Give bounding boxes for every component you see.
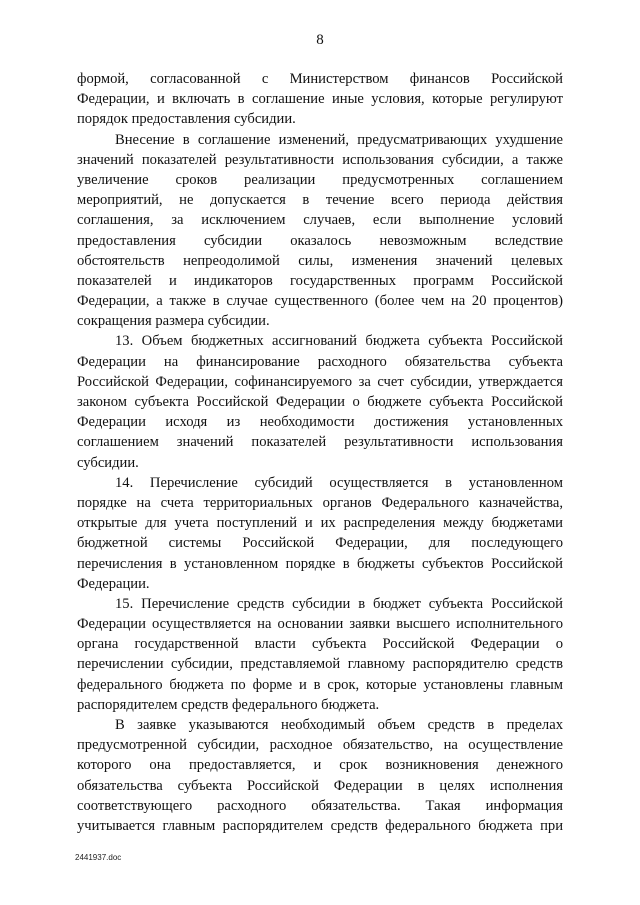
text-line: порядок предоставления субсидии. [77, 111, 296, 128]
text-line: показателей и индикаторов государственных программ Российской [77, 272, 563, 289]
paragraph [77, 715, 563, 836]
text-line: 15. Перечисление средств субсидии в бюджет субъекта Российской [115, 595, 563, 612]
text-line: предусмотренной субсидии, расходное обязательство, на осуществление [77, 737, 563, 754]
text-line: порядке на счета территориальных органов Федерального казначейства, [77, 494, 563, 511]
text-line: соглашением значений показателей результативности использования [77, 434, 563, 451]
text-line: увеличение сроков реализации предусмотренных соглашением [77, 171, 563, 188]
text-line: значений показателей результативности использования субсидии, а также [77, 151, 563, 168]
text-line: обязательства субъекта Российской Федерации в целях исполнения [77, 777, 563, 794]
text-line: соответствующего расходного обязательства. Такая информация [77, 797, 563, 814]
text-line: субсидии. [77, 454, 139, 471]
text-line: мероприятий, не допускается в течение всего периода действия [77, 192, 563, 209]
text-line: 14. Перечисление субсидий осуществляется в установленном [115, 474, 563, 491]
text-line: Федерации на финансирование расходного обязательства субъекта [77, 353, 563, 370]
text-line: обстоятельств непреодолимой силы, изменения значений целевых [77, 252, 563, 269]
text-line: Федерации, и включать в соглашение иные условия, которые регулируют [77, 91, 563, 108]
paragraph-item-14 [77, 473, 563, 594]
paragraph [77, 130, 563, 332]
text-line: федерального бюджета по форме и в срок, которые установлены главным [77, 676, 563, 693]
document-id-footer: 2441937.doc [75, 853, 122, 862]
page-number: 8 [316, 32, 324, 48]
text-line: формой, согласованной с Министерством финансов Российской [77, 71, 563, 87]
text-line: бюджетной системы Российской Федерации, для последующего [77, 535, 563, 552]
text-line: 13. Объем бюджетных ассигнований бюджета субъекта Российской [115, 333, 563, 350]
text-line: открытые для учета поступлений и их распределения между бюджетами [77, 515, 563, 532]
text-line: Федерации, а также в случае существенного (более чем на 20 процентов) [77, 293, 563, 310]
text-line: законом субъекта Российской Федерации о бюджете субъекта Российской [77, 394, 563, 410]
paragraph-item-13 [77, 331, 563, 472]
paragraph-item-15 [77, 594, 563, 715]
text-line: распорядителем средств федерального бюджета. [77, 696, 380, 713]
text-line: Федерации исходя из необходимости достижения установленных [77, 414, 563, 431]
text-line: которого она предоставляется, и срок возникновения денежного [77, 757, 563, 774]
text-line: перечисления в установленном порядке в бюджеты субъектов Российской [77, 555, 563, 572]
paragraph [77, 69, 563, 130]
text-line: Внесение в соглашение изменений, предусматривающих ухудшение [115, 131, 563, 148]
text-line: В заявке указываются необходимый объем средств в пределах [115, 717, 563, 733]
text-line: Федерации осуществляется на основании заявки высшего исполнительного [77, 616, 563, 633]
text-line: перечислении субсидии, представляемой главному распорядителю средств [77, 656, 563, 673]
text-line: соглашения, за исключением случаев, если выполнение условий [77, 212, 563, 229]
text-line: сокращения размера субсидии. [77, 313, 270, 330]
text-line: предоставления субсидии оказалось невозможным вследствие [77, 232, 563, 249]
text-line: учитывается главным распорядителем средств федерального бюджета при [77, 817, 563, 834]
text-line: Федерации. [77, 575, 150, 592]
document-body [77, 69, 563, 836]
text-line: органа государственной власти субъекта Российской Федерации о [77, 636, 563, 653]
text-line: Российской Федерации, софинансируемого за счет субсидии, утверждается [77, 373, 563, 390]
